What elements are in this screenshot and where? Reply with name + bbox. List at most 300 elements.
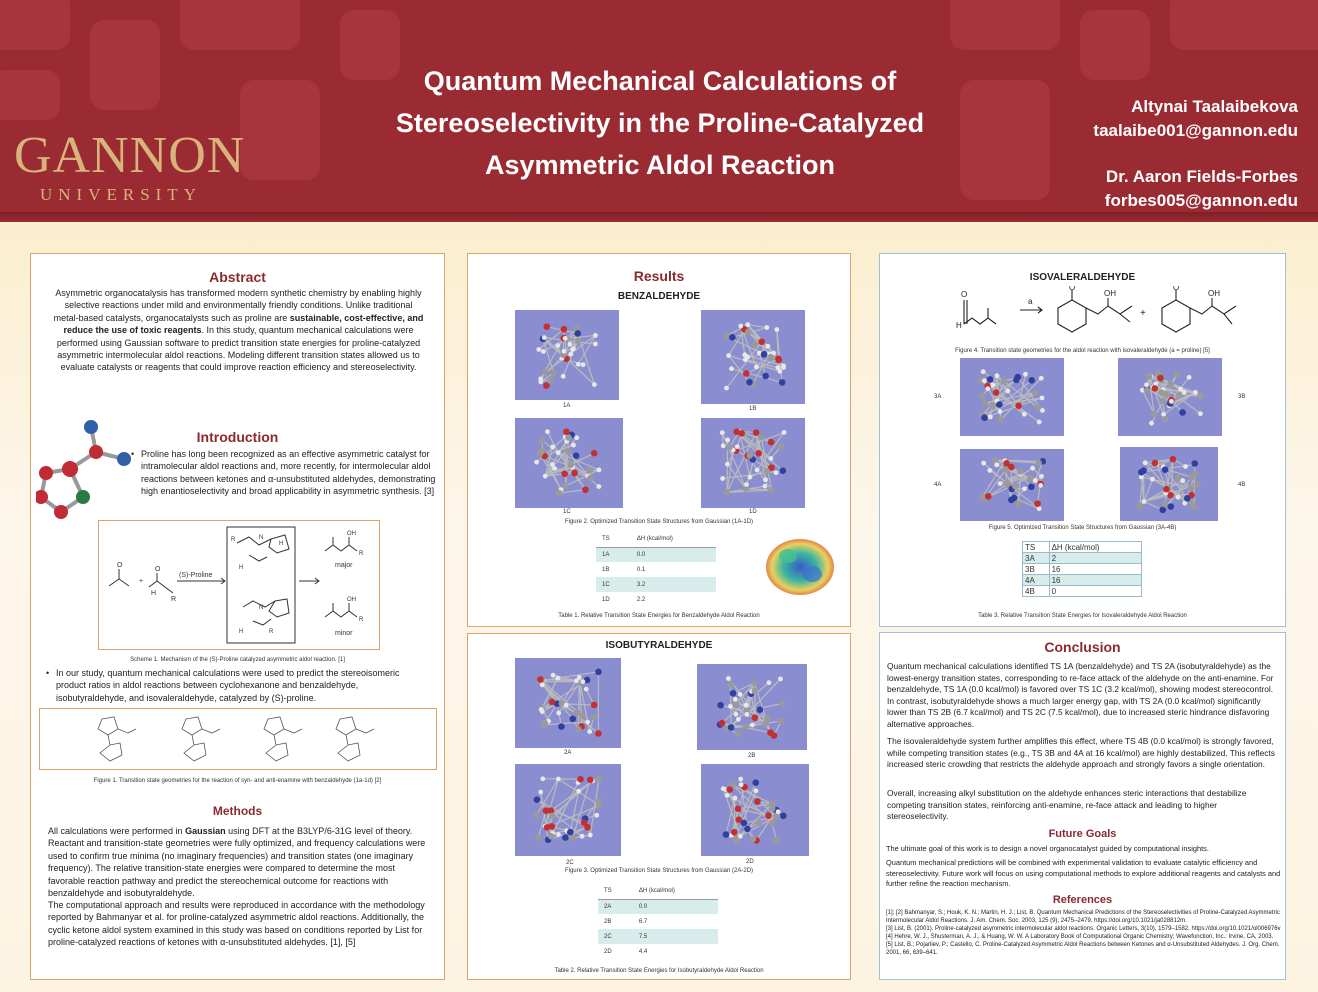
- atom: [1144, 382, 1149, 387]
- molecule-render: [515, 310, 619, 400]
- title-line-3: Asymmetric Aldol Reaction: [484, 150, 836, 180]
- label-2c: 2C: [566, 860, 574, 866]
- atom: [1184, 495, 1191, 502]
- atom: [1005, 388, 1010, 393]
- atom: [541, 720, 548, 727]
- atom: [573, 452, 580, 459]
- figure4-caption: Figure 4. Transition state geometries for the aldol reaction with isovaleraldehyde (a = proline) [5]: [955, 348, 1210, 354]
- atom: [779, 700, 786, 707]
- atom: [778, 718, 785, 725]
- atom: [738, 777, 743, 782]
- bond: [547, 432, 558, 453]
- atom: [1037, 506, 1042, 511]
- atom: [756, 820, 763, 827]
- atom: [754, 365, 759, 370]
- atom: [561, 326, 568, 333]
- atom: [562, 349, 567, 354]
- poster-title: [370, 60, 950, 186]
- table3-cell: 3B: [1023, 564, 1050, 575]
- label-1a: 1A: [563, 403, 571, 409]
- svg-text:N: N: [259, 605, 264, 611]
- atom: [738, 692, 743, 697]
- ts-structure-4a: [960, 449, 1064, 521]
- svg-text:H: H: [956, 321, 962, 330]
- atom: [1197, 393, 1204, 400]
- atom: [755, 468, 760, 473]
- atom: [1015, 500, 1022, 507]
- atom: [540, 709, 545, 714]
- atom: [748, 475, 753, 480]
- atom: [556, 777, 561, 782]
- table2: [598, 884, 718, 959]
- atom: [1198, 411, 1203, 416]
- svg-text:OH: OH: [347, 597, 356, 603]
- atom: [591, 450, 598, 457]
- atom: [570, 716, 577, 723]
- atom: [1187, 375, 1192, 380]
- atom: [755, 450, 762, 457]
- atom: [1142, 499, 1147, 504]
- atom: [595, 669, 602, 676]
- label-4a: 4A: [934, 482, 942, 488]
- atom: [568, 342, 573, 347]
- atom: [584, 687, 589, 692]
- atom: [1039, 376, 1044, 381]
- oh-label-2: OH: [1208, 289, 1220, 298]
- atom: [778, 443, 785, 450]
- atom: [1175, 475, 1182, 482]
- atom: [771, 732, 778, 739]
- atom: [565, 448, 572, 455]
- atom: [587, 475, 594, 482]
- atom: [1160, 397, 1167, 404]
- atom: [538, 790, 543, 795]
- svg-text:R: R: [359, 617, 364, 623]
- atom: [1150, 477, 1155, 482]
- atom: [1143, 460, 1148, 465]
- atom: [989, 402, 996, 409]
- table1-cell: 0.1: [636, 566, 646, 573]
- atom: [751, 680, 758, 687]
- methods-title: Methods: [212, 804, 263, 818]
- atom: [987, 376, 994, 383]
- left-panel: [30, 253, 445, 980]
- atom: [745, 329, 752, 336]
- atom: [543, 807, 550, 814]
- figure1-structures: [40, 709, 436, 769]
- atom: [1170, 456, 1177, 463]
- svg-text:O: O: [1173, 286, 1180, 292]
- bond: [553, 783, 578, 834]
- references-list: [886, 909, 1281, 957]
- atom: [1013, 377, 1020, 384]
- atom: [733, 697, 738, 702]
- abstract-title: Abstract: [209, 269, 266, 285]
- atom: [596, 802, 603, 809]
- atom: [1035, 404, 1042, 411]
- table3-cell: 4A: [1023, 575, 1050, 586]
- atom: [556, 711, 561, 716]
- conclusion-paragraph-1: Quantum mechanical calculations identified TS 1A (benzaldehyde) and TS 2A (isobutyraldehyde) as the lowest-energy transition states, corresponding to re-face attack of the aldehyde on the anti-enamine. For benzaldehyde, TS 1A (0.0 kcal/mol) is favored over TS 1C (3.2 kcal/mol), showing modest stereocontrol. In contrast, isobutyraldehyde shows a much larger energy gap, with TS 2A (0.0 kcal/mol) significantly lower than TS 2B (6.7 kcal/mol) and TS 2C (7.5 kcal/mol), due to increased steric hindrance disfavoring alternative approaches.: [887, 661, 1274, 729]
- atom: [582, 486, 589, 493]
- atom: [1191, 503, 1198, 510]
- atom: [775, 365, 780, 370]
- atom: [545, 429, 550, 434]
- atom: [549, 813, 556, 820]
- atom: [535, 835, 542, 842]
- atom: [533, 812, 540, 819]
- atom: [1017, 468, 1024, 475]
- scheme1-box: [98, 520, 380, 650]
- atom: [990, 382, 995, 387]
- future-goals-paragraph-1: The ultimate goal of this work is to design a novel organocatalyst guided by computational insights.: [886, 844, 1209, 853]
- ts-structure-1c: [515, 418, 623, 508]
- atom: [981, 369, 986, 374]
- atom: [761, 351, 768, 358]
- atom: [780, 467, 787, 474]
- atom: [549, 699, 556, 706]
- table3-cell: 16: [1049, 564, 1141, 575]
- atom: [537, 676, 544, 683]
- atom: [734, 838, 741, 845]
- atom: [723, 333, 730, 340]
- molecule-render: [960, 449, 1064, 521]
- atom: [764, 715, 771, 722]
- atom: [592, 382, 597, 387]
- svg-text:+: +: [139, 578, 144, 585]
- atom: [548, 833, 555, 840]
- atom: [735, 444, 740, 449]
- table1-cell: 1A: [596, 547, 631, 562]
- atom: [591, 702, 598, 709]
- atom: [768, 487, 775, 494]
- atom: [734, 712, 739, 717]
- atom: [1176, 392, 1183, 399]
- atom: [587, 729, 592, 734]
- atom: [576, 362, 581, 367]
- atom: [738, 324, 743, 329]
- atom: [981, 461, 986, 466]
- label-2d: 2D: [746, 859, 754, 865]
- svg-text:R: R: [269, 629, 274, 635]
- atom: [1136, 503, 1143, 510]
- atom: [768, 456, 773, 461]
- abstract-text: [51, 287, 426, 374]
- table3-cell: 16: [1049, 575, 1141, 586]
- molecule-render: [701, 418, 805, 508]
- atom: [1032, 390, 1039, 397]
- abstract-text-part2: . In this study, quantum mechanical calculations were performed using Gaussian software to predict transition state energies for proline-catalyzed asymmetric intermolecular aldol reactions. Modeling different transition states allowed us to evaluate catalysts or reagents that could improve reaction efficiency and stereoselectivity.: [56, 325, 421, 373]
- atom: [769, 820, 776, 827]
- bond: [1038, 476, 1042, 503]
- atom: [774, 327, 779, 332]
- atom: [1188, 484, 1195, 491]
- table2-cell: 0.0: [633, 899, 718, 914]
- conclusion-paragraph-3: Overall, increasing alkyl substitution on the aldehyde enhances steric interactions that destabilize competing transition states, reinforcing anti-enamine, re-face attack and leading to higher stereoselectivity.: [887, 788, 1247, 822]
- atom: [534, 796, 541, 803]
- atom: [1163, 486, 1170, 493]
- table2-caption: Table 2. Relative Transition State Energies for Isobutyraldehyde Aldol Reaction: [554, 968, 764, 974]
- atom: [769, 805, 776, 812]
- atom: [1149, 421, 1154, 426]
- plus-sign: +: [1140, 308, 1146, 319]
- atom: [753, 429, 760, 436]
- atom: [720, 476, 725, 481]
- table1-caption: Table 1. Relative Transition State Energies for Benzaldehyde Aldol Reaction: [558, 613, 760, 619]
- table2-cell: 2A: [598, 899, 633, 914]
- atom: [1159, 507, 1166, 514]
- label-2a: 2A: [564, 750, 572, 756]
- atom: [540, 682, 545, 687]
- author1-email[interactable]: taalaibe001@gannon.edu: [1093, 121, 1298, 140]
- atom: [543, 474, 548, 479]
- atom: [571, 470, 578, 477]
- atom: [995, 373, 1000, 378]
- atom: [550, 369, 557, 376]
- atom: [593, 333, 598, 338]
- atom: [764, 325, 769, 330]
- atom: [781, 365, 786, 370]
- atom: [768, 439, 775, 446]
- table1-cell: 1B: [602, 566, 610, 573]
- molecule-render: [1118, 358, 1222, 436]
- atom: [1028, 377, 1035, 384]
- atom: [1162, 416, 1169, 423]
- future-goals-paragraph-2: Quantum mechanical predictions will be combined with experimental validation to evaluate catalytic efficiency and stereoselectivity. Future work will focus on using computational methods to explore additional reagents and catalysts and further refine the reaction mechanism.: [886, 858, 1281, 889]
- conclusion-paragraph-2: The isovaleraldehyde system further amplifies this effect, where TS 4B (0.0 kcal/mol) is strongly favored, while competing transition states (e.g., TS 3B and 4A at 16 kcal/mol) are highly destabilized. This reflects increased steric crowding that restricts the aldehyde approach and strongly favors a single orientation.: [887, 736, 1275, 770]
- atom: [574, 338, 581, 345]
- atom: [754, 798, 761, 805]
- atom: [1162, 466, 1169, 473]
- atom: [735, 806, 742, 813]
- atom: [726, 676, 731, 681]
- atom: [746, 379, 753, 386]
- atom: [728, 724, 735, 731]
- future-goals-title: Future Goals: [1048, 828, 1117, 840]
- atom: [720, 430, 725, 435]
- atom: [577, 675, 582, 680]
- atom: [1140, 467, 1147, 474]
- reference-item: [1]; [2] Bahmanyar, S.; Houk, K. N.; Martin, H. J.; List, B. Quantum Mechanical Predictions of the Stereoselectivities of Proline-Catalyzed Asymmetric Intermolecular Aldol Reactions. J. Am. Chem. Soc. 2003, 125 (9), 2475–2479. https://doi.org/10.1021/ja028812m.: [886, 910, 1280, 924]
- scheme1-diagram: [99, 521, 379, 649]
- atom: [558, 723, 565, 730]
- atom: [750, 836, 757, 843]
- atom: [742, 352, 747, 357]
- atom: [541, 349, 546, 354]
- molecule-render: [701, 310, 805, 404]
- abstract-text-part1: Asymmetric organocatalysis has transformed modern synthetic chemistry by enabling highly selective reactions under mild and environmentally friendly conditions. Unlike traditional metal-based catalysts, organocatalysts such as proline are: [53, 288, 422, 323]
- atom: [562, 834, 569, 841]
- ts-structure-2c: [515, 764, 621, 856]
- atom: [1144, 387, 1151, 394]
- atom: [550, 462, 555, 467]
- atom: [1003, 460, 1010, 467]
- reagent-label: a: [1028, 297, 1033, 306]
- atom: [744, 482, 749, 487]
- atom: [1012, 483, 1019, 490]
- atom: [567, 829, 574, 836]
- atom: [555, 343, 560, 348]
- table2-header-dh: ΔH (kcal/mol): [633, 884, 718, 899]
- atom: [751, 342, 758, 349]
- table1-cell: 3.2: [631, 577, 716, 592]
- atom: [1146, 373, 1153, 380]
- methods-p1-part1: All calculations were performed in: [48, 826, 186, 836]
- atom: [998, 409, 1003, 414]
- atom: [595, 730, 602, 737]
- atom: [1178, 387, 1183, 392]
- atom: [1188, 474, 1195, 481]
- atom: [746, 452, 753, 459]
- atom: [1038, 483, 1043, 488]
- atom: [725, 462, 730, 467]
- atom: [987, 468, 992, 473]
- atom: [992, 457, 999, 464]
- atom: [547, 376, 554, 383]
- conclusion-panel: [879, 632, 1286, 980]
- atom: [779, 379, 786, 386]
- ts-structure-1b: [701, 310, 805, 404]
- atom: [1015, 402, 1022, 409]
- svg-text:H: H: [151, 590, 157, 597]
- atom: [1037, 420, 1042, 425]
- atom: [739, 782, 744, 787]
- atom: [579, 713, 586, 720]
- svg-text:H: H: [279, 541, 284, 547]
- reference-item: [4] Hehre, W. J., Shusterman, A. J., & Huang, W. W. A Laboratory Book of Computational Organic Chemistry; Wavefunction, Inc.: Irvine, CA, 2003.: [886, 934, 1274, 940]
- atom: [596, 484, 601, 489]
- atom: [997, 416, 1004, 423]
- molecule-render: [701, 764, 809, 856]
- atom: [556, 450, 561, 455]
- atom: [744, 703, 749, 708]
- molecule-render: [1120, 447, 1218, 521]
- atom: [729, 366, 734, 371]
- atom: [774, 470, 779, 475]
- atom: [776, 809, 781, 814]
- atom: [767, 354, 774, 361]
- table2-cell: 2D: [604, 948, 612, 955]
- atom: [555, 676, 560, 681]
- intro-bullet-2: • In our study, quantum mechanical calculations were used to predict the stereoisomeric product ratios in aldol reactions between cyclohexanone and benzaldehyde, isobutyraldehyde, and isovaleraldehyde, catalyzed by (S)-proline.: [56, 667, 431, 704]
- table1-header-dh: ΔH (kcal/mol): [631, 532, 716, 547]
- table1-cell: 1C: [596, 577, 631, 592]
- title-line-2: Stereoselectivity in the Proline-Catalyzed: [395, 108, 925, 138]
- table3-header-ts: TS: [1023, 542, 1050, 553]
- atom: [782, 430, 787, 435]
- table1-cell: 1D: [602, 596, 610, 603]
- table2-cell: 2C: [598, 929, 633, 944]
- svg-text:R: R: [171, 596, 177, 603]
- atom: [780, 812, 787, 819]
- atom: [591, 714, 598, 721]
- atom: [985, 386, 990, 391]
- isovaleraldehyde-reaction-scheme: [940, 286, 1240, 346]
- atom: [1000, 378, 1007, 385]
- table3-cell: 0: [1049, 586, 1141, 597]
- atom: [752, 714, 759, 721]
- table1-header-ts: TS: [596, 532, 631, 547]
- atom: [758, 338, 765, 345]
- ts-structure-1d: [701, 418, 805, 508]
- author1-name: Altynai Taalaibekova: [1131, 97, 1298, 116]
- atom: [758, 434, 765, 441]
- logo-wordmark: GANNON: [14, 127, 246, 184]
- label-3b: 3B: [1238, 394, 1246, 400]
- atom: [745, 322, 750, 327]
- atom: [725, 438, 730, 443]
- atom: [1161, 501, 1168, 508]
- atom: [1033, 478, 1038, 483]
- figure3-caption: Figure 3. Optimized Transition State Structures from Gaussian (2A-2D): [564, 868, 754, 874]
- results-panel: [467, 253, 851, 627]
- abstract-text-bold: sustainable, cost-effective, and reduce the use of toxic reagents: [63, 312, 424, 336]
- isobutyraldehyde-title: ISOBUTYRALDEHYDE: [605, 640, 713, 651]
- results-title: Results: [633, 268, 685, 284]
- atom: [1022, 486, 1027, 491]
- svg-text:H: H: [239, 629, 244, 635]
- atom: [728, 704, 733, 709]
- svg-text:OH: OH: [347, 531, 356, 537]
- svg-text:O: O: [1069, 286, 1076, 292]
- atom: [763, 477, 768, 482]
- atom: [731, 829, 738, 836]
- label-1c: 1C: [563, 509, 571, 515]
- molecule-render: [960, 358, 1064, 436]
- atom: [982, 400, 989, 407]
- atom: [565, 434, 572, 441]
- atom: [542, 369, 549, 376]
- atom: [730, 690, 737, 697]
- atom: [721, 443, 726, 448]
- atom: [727, 681, 734, 688]
- atom: [597, 467, 602, 472]
- author2-email[interactable]: forbes005@gannon.edu: [1104, 191, 1298, 210]
- atom: [596, 776, 603, 783]
- atom: [729, 334, 736, 341]
- molecule-render: [515, 658, 621, 748]
- atom: [556, 832, 561, 837]
- atom: [1040, 396, 1045, 401]
- atom: [723, 831, 730, 838]
- atom: [1152, 385, 1159, 392]
- table2-cell: 7.5: [633, 929, 718, 944]
- svg-text:R: R: [359, 551, 364, 557]
- table2-header-ts: TS: [598, 884, 633, 899]
- atom: [766, 344, 771, 349]
- atom: [563, 336, 568, 341]
- atom: [985, 493, 992, 500]
- svg-text:O: O: [155, 566, 161, 573]
- atom: [1152, 460, 1159, 467]
- atom: [556, 490, 563, 497]
- authors-block: [1093, 95, 1298, 213]
- poster-header: [0, 0, 1318, 222]
- atom: [726, 353, 731, 358]
- table1: [596, 532, 716, 607]
- atom: [585, 720, 590, 725]
- methods-paragraph-2: The computational approach and results were reproduced in accordance with the methodology reported by Bahmanyar et al. for proline-catalyzed asymmetric aldol reactions. Additionally, the cyclic ketone aldol system examined in this study was based on conditions reported by List for proline-catalyzed reactions of ketones with α-unsubstituted aldehydes. [1], [5]: [48, 900, 425, 948]
- atom: [543, 382, 550, 389]
- methods-paragraph-1: [48, 825, 433, 899]
- atom: [540, 776, 545, 781]
- atom: [998, 481, 1003, 486]
- atom: [993, 389, 1000, 396]
- table1-cell: 0.0: [631, 547, 716, 562]
- atom: [544, 824, 551, 831]
- label-4b: 4B: [1238, 482, 1246, 488]
- title-line-1: Quantum Mechanical Calculations of: [423, 66, 897, 96]
